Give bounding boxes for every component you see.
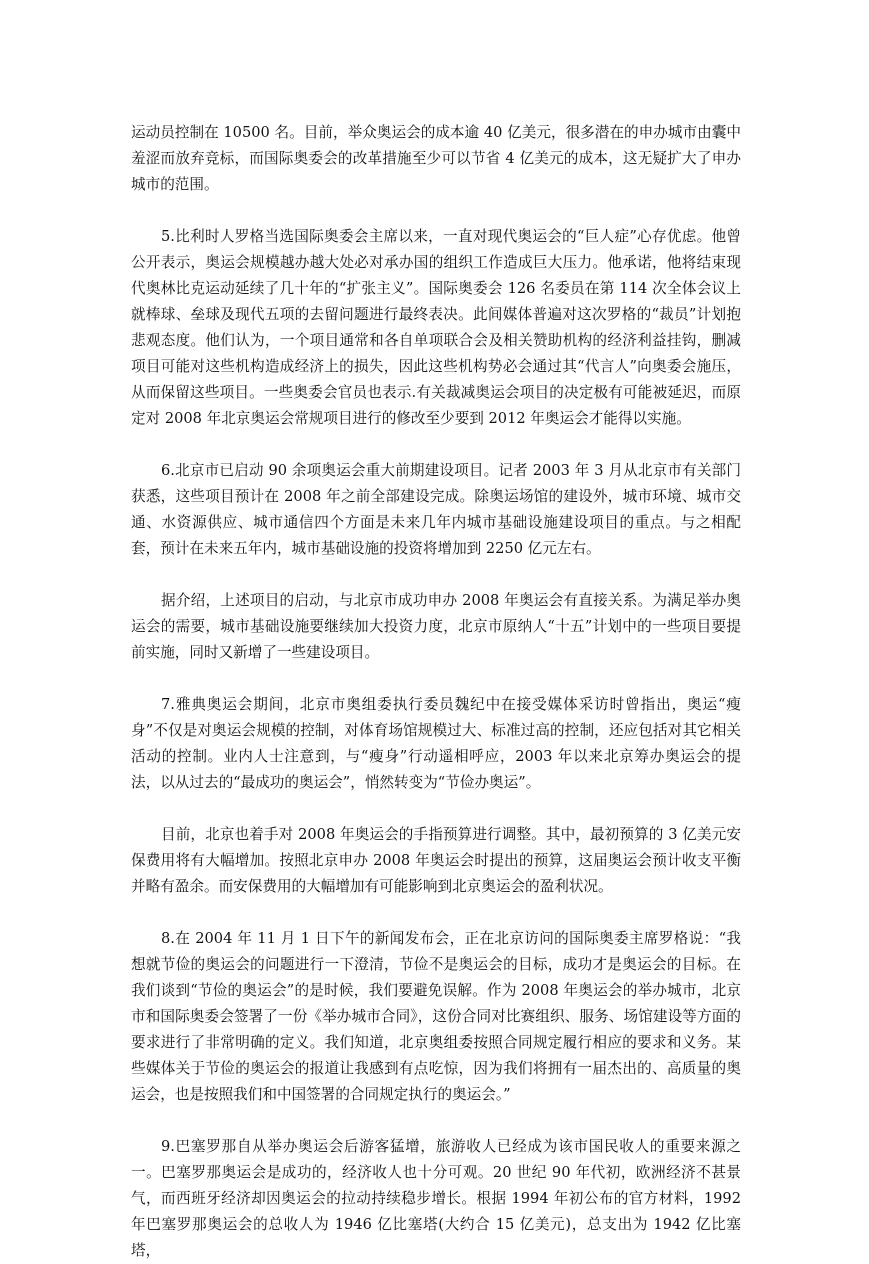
paragraph-6: 目前，北京也着手对 2008 年奥运会的手指预算进行调整。其中，最初预算的 3 亿美元安保费用将有大幅增加。按照北京申办 2008 年奥运会时提出的预算，这届奥运会预计收支平衡并略有盈余。而安保费用的大幅增加有可能影响到北京奥运会的盈利状况。 — [131, 826, 741, 895]
paragraph-gap — [131, 1108, 741, 1134]
document-page — [131, 120, 741, 1264]
paragraph-8: 9.巴塞罗那自从举办奥运会后游客猛增，旅游收人已经成为该市国民收人的重要来源之一。巴塞罗那奥运会是成功的，经济收人也十分可观。20 世纪 90 年代初，欧洲经济不甚景气，而西班牙经济却因奥运会的拉动持续稳步增长。根据 1994 年初公布的官方材料，1992 年巴塞罗那奥运会的总收人为 1946 亿比塞塔(大约合 15 亿美元)，总支出为 1942 亿比塞塔， — [131, 1138, 741, 1259]
paragraph-4: 据介绍，上述项目的启动，与北京市成功申办 2008 年奥运会有直接关系。为满足举办奥运会的需要，城市基础设施要继续加大投资力度，北京市原纳人“十五”计划中的一些项目要提前实施，同时又新增了一些建设项目。 — [131, 592, 741, 661]
paragraph-gap — [131, 432, 741, 458]
paragraph-gap — [131, 562, 741, 588]
paragraph-gap — [131, 900, 741, 926]
paragraph-2: 5.比利时人罗格当选国际奥委会主席以来，一直对现代奥运会的“巨人症”心存优虑。他曾公开表示，奥运会规模越办越大处必对承办国的组织工作造成巨大压力。他承诺，他将结束现代奥林比克运动延续了几十年的“扩张主义”。国际奥委会 126 名委员在第 114 次全体会议上就棒球、垒球及现代五项的去留问题进行最终表决。此间媒体普遍对这次罗格的“裁员”计划抱悲观态度。他们认为，一个项目通常和各自单项联合会及相关赞助机构的经济利益挂钩，删减项目可能对这些机构造成经济上的损失，因此这些机构势必会通过其“代言人”向奥委会施压，从而保留这些项目。一些奥委会官员也表示.有关裁减奥运会项目的决定极有可能被延迟，而原定对 2008 年北京奥运会常规项目进行的修改至少要到 2012 年奥运会才能得以实施。 — [131, 228, 741, 427]
paragraph-gap — [131, 666, 741, 692]
paragraph-1: 运动员控制在 10500 名。目前，举众奥运会的成本逾 40 亿美元，很多潜在的申办城市由囊中羞涩而放弃竞标，而国际奥委会的改革措施至少可以节省 4 亿美元的成本，这无疑扩大了申办城市的范围。 — [131, 124, 741, 193]
paragraph-3: 6.北京市已启动 90 余项奥运会重大前期建设项目。记者 2003 年 3 月从北京市有关部门获悉，这些项目预计在 2008 年之前全部建设完成。除奥运场馆的建设外，城市环境、城市交通、水资源供应、城市通信四个方面是未来几年内城市基础设施建设项目的重点。与之相配套，预计在未来五年内，城市基础设施的投资将增加到 2250 亿元左右。 — [131, 462, 741, 557]
paragraph-7: 8.在 2004 年 11 月 1 日下午的新闻发布会，正在北京访问的国际奥委主席罗格说：“我想就节俭的奥运会的问题进行一下澄清，节俭不是奥运会的目标，成功才是奥运会的目标。在我们谈到“节俭的奥运会”的是时候，我们要避免误解。作为 2008 年奥运会的举办城市，北京市和国际奥委会签署了一份《举办城市合同》，这份合同对比赛组织、服务、场馆建设等方面的要求进行了非常明确的定义。我们知道，北京奥组委按照合同规定履行相应的要求和义务。某些媒体关于节俭的奥运会的报道让我感到有点吃惊，因为我们将拥有一届杰出的、高质量的奥运会，也是按照我们和中国签署的合同规定执行的奥运会。” — [131, 930, 741, 1103]
paragraph-gap — [131, 796, 741, 822]
paragraph-gap — [131, 198, 741, 224]
paragraph-5: 7.雅典奥运会期间，北京市奥组委执行委员魏纪中在接受媒体采访时曾指出，奥运“瘦身”不仅是对奥运会规模的控制，对体育场馆规模过大、标准过高的控制，还应包括对其它相关活动的控制。业内人士注意到，与“瘦身”行动遥相呼应，2003 年以来北京筹办奥运会的提法，以从过去的“最成功的奥运会”，悄然转变为“节俭办奥运”。 — [131, 696, 741, 791]
